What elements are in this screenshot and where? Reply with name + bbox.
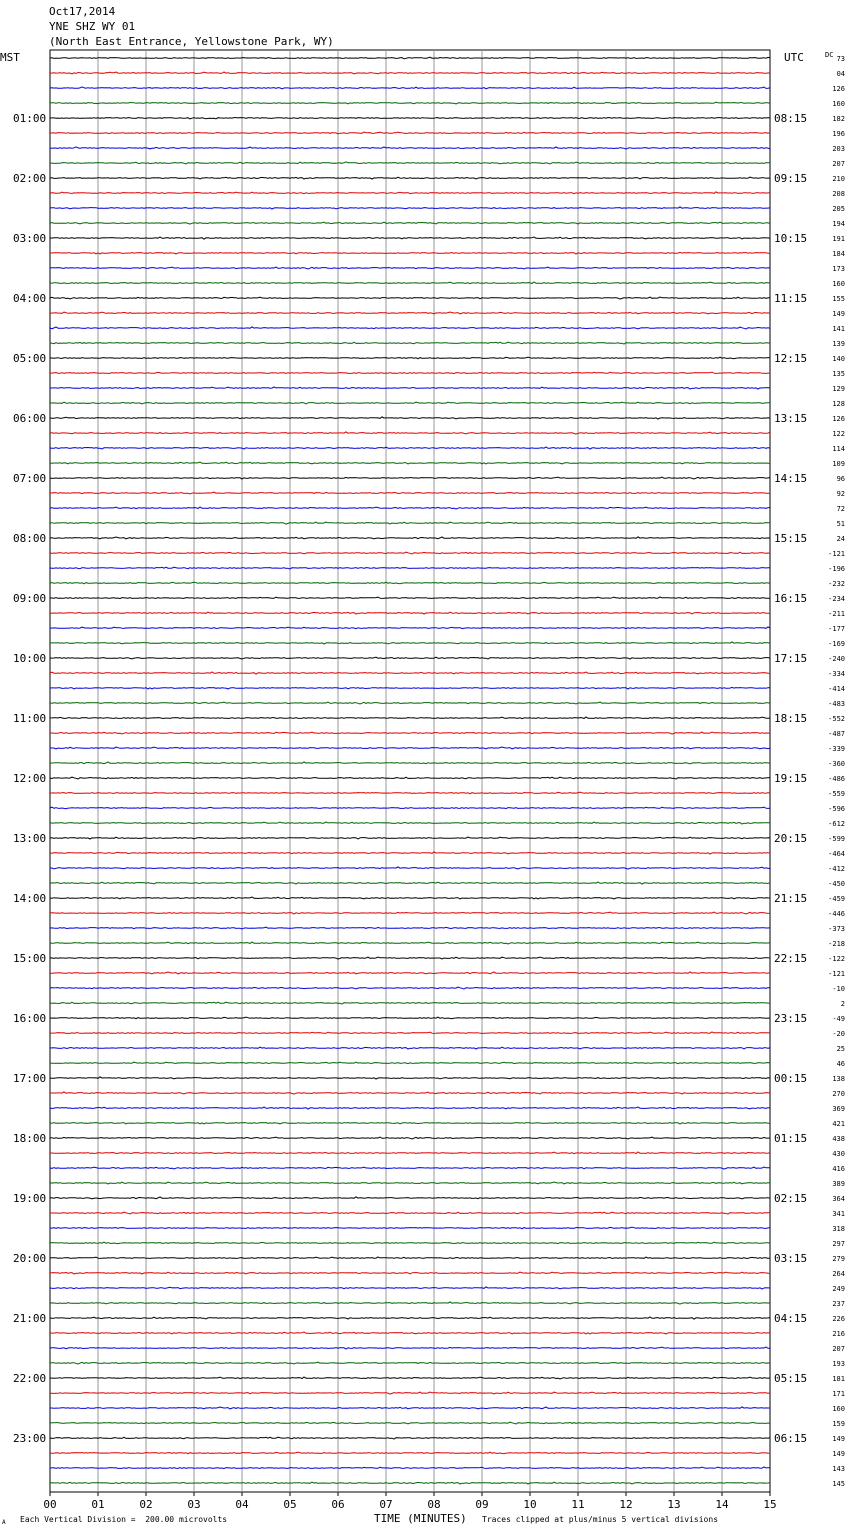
x-tick-label: 14 [715,1498,729,1511]
utc-hour-label: 16:15 [774,592,808,605]
seismic-trace [50,177,770,179]
dc-offset-label: 205 [832,205,845,213]
seismic-trace [50,1257,770,1259]
seismic-trace [50,942,770,944]
mst-hour-label: 19:00 [13,1192,47,1205]
seismic-trace [50,612,770,614]
dc-offset-label: -169 [828,640,845,648]
seismic-trace [50,1002,770,1004]
seismic-trace [50,57,770,59]
dc-offset-label: -552 [828,715,845,723]
utc-hour-label: 05:15 [774,1372,808,1385]
dc-offset-label: 226 [832,1315,845,1323]
chart-station: YNE SHZ WY 01 [49,20,136,33]
seismic-trace [50,672,770,674]
utc-hour-label: 19:15 [774,772,808,785]
seismic-trace [50,1077,770,1079]
dc-offset-label: 318 [832,1225,845,1233]
seismic-trace [50,1482,770,1484]
mst-hour-label: 13:00 [13,832,47,845]
mst-hour-label: 21:00 [13,1312,47,1325]
seismic-trace [50,552,770,554]
dc-offset-label: 237 [832,1300,845,1308]
seismic-trace [50,1167,770,1169]
utc-hour-label: 13:15 [774,412,808,425]
scale-note: Each Vertical Division = 200.00 microvolts [20,1515,228,1524]
seismic-trace [50,372,770,374]
seismic-trace [50,1287,770,1289]
x-tick-label: 15 [763,1498,777,1511]
utc-hour-label: 01:15 [774,1132,808,1145]
dc-offset-label: 173 [832,265,845,273]
seismic-trace [50,1107,770,1109]
dc-offset-label: -559 [828,790,845,798]
seismic-trace [50,252,770,254]
dc-offset-label: 140 [832,355,845,363]
seismic-trace [50,732,770,734]
dc-offset-label: 264 [832,1270,845,1278]
dc-offset-label: 138 [832,1075,845,1083]
seismic-trace [50,957,770,959]
seismic-trace [50,1332,770,1334]
utc-hour-label: 11:15 [774,292,808,305]
mst-hour-label: 10:00 [13,652,47,665]
x-axis-title: TIME (MINUTES) [374,1512,467,1525]
mst-hour-label: 18:00 [13,1132,47,1145]
seismic-trace [50,1212,770,1214]
seismic-trace [50,507,770,509]
seismic-trace [50,1197,770,1199]
dc-offset-label: 96 [836,475,845,483]
dc-offset-label: 208 [832,190,845,198]
utc-hour-label: 08:15 [774,112,808,125]
utc-hour-label: 00:15 [774,1072,808,1085]
dc-offset-label: 160 [832,1405,845,1413]
dc-offset-label: 203 [832,145,845,153]
seismic-trace [50,402,770,404]
dc-offset-label: 46 [836,1060,845,1068]
dc-offset-label: 297 [832,1240,845,1248]
seismic-trace [50,537,770,539]
utc-hour-label: 10:15 [774,232,808,245]
utc-hour-label: 06:15 [774,1432,808,1445]
dc-offset-label: 128 [832,400,845,408]
dc-offset-label: 04 [836,70,845,78]
x-tick-label: 05 [283,1498,297,1511]
seismic-trace [50,597,770,599]
dc-offset-label: 196 [832,130,845,138]
utc-axis-label: UTC [784,51,804,64]
utc-hour-label: 09:15 [774,172,808,185]
seismic-trace [50,1467,770,1469]
seismic-trace [50,417,770,419]
seismic-trace [50,1227,770,1229]
dc-offset-label: -339 [828,745,845,753]
dc-offset-label: -196 [828,565,845,573]
mst-hour-label: 02:00 [13,172,47,185]
dc-offset-label: 109 [832,460,845,468]
dc-offset-label: -211 [828,610,845,618]
seismic-trace [50,762,770,764]
seismic-trace [50,222,770,224]
seismic-trace [50,702,770,704]
seismic-trace [50,87,770,89]
dc-offset-label: -334 [828,670,845,678]
seismic-trace [50,267,770,269]
seismic-trace [50,282,770,284]
dc-offset-label: -486 [828,775,845,783]
seismic-trace [50,687,770,689]
dc-offset-label: 159 [832,1420,845,1428]
seismic-trace [50,1272,770,1274]
seismic-trace [50,447,770,449]
seismic-trace [50,387,770,389]
seismic-trace [50,657,770,659]
x-tick-label: 00 [43,1498,57,1511]
seismic-trace [50,1092,770,1094]
chart-date: Oct17,2014 [49,5,116,18]
dc-offset-label: 210 [832,175,845,183]
dc-offset-label: -612 [828,820,845,828]
dc-offset-label: 149 [832,1435,845,1443]
dc-offset-label: 207 [832,160,845,168]
utc-hour-label: 02:15 [774,1192,808,1205]
seismic-trace [50,1452,770,1454]
seismic-trace [50,852,770,854]
seismic-trace [50,582,770,584]
dc-offset-label: -464 [828,850,845,858]
seismic-trace [50,567,770,569]
dc-offset-label: 249 [832,1285,845,1293]
mst-hour-label: 17:00 [13,1072,47,1085]
seismic-trace [50,1407,770,1409]
seismic-trace [50,717,770,719]
dc-offset-label: 369 [832,1105,845,1113]
x-tick-label: 06 [331,1498,345,1511]
dc-offset-label: -240 [828,655,845,663]
mst-hour-label: 22:00 [13,1372,47,1385]
x-tick-label: 11 [571,1498,585,1511]
utc-hour-label: 12:15 [774,352,808,365]
mst-hour-label: 16:00 [13,1012,47,1025]
seismic-trace [50,1437,770,1439]
seismic-trace [50,1123,770,1124]
dc-offset-label: -218 [828,940,845,948]
dc-offset-label: 184 [832,250,845,258]
seismic-trace [50,822,770,824]
utc-hour-label: 20:15 [774,832,808,845]
dc-label: DC [825,51,834,59]
seismic-trace [50,792,770,794]
seismic-trace [50,162,770,164]
dc-offset-label: 171 [832,1390,845,1398]
seismic-trace [50,987,770,989]
seismic-trace [50,1302,770,1304]
dc-offset-label: 135 [832,370,845,378]
mst-axis-label: MST [0,51,20,64]
dc-offset-label: 193 [832,1360,845,1368]
dc-offset-label: 160 [832,280,845,288]
dc-offset-label: -234 [828,595,845,603]
seismic-trace [50,462,770,464]
x-tick-label: 01 [91,1498,105,1511]
seismic-trace [50,627,770,629]
seismic-trace [50,207,770,209]
dc-offset-label: -10 [832,985,845,993]
seismic-trace [50,327,770,329]
seismic-trace [50,237,770,239]
mst-hour-label: 06:00 [13,412,47,425]
seismic-trace [50,1152,770,1154]
x-tick-label: 12 [619,1498,633,1511]
dc-offset-label: -596 [828,805,845,813]
seismic-trace [50,297,770,299]
seismic-trace [50,522,770,524]
dc-offset-label: -487 [828,730,845,738]
seismic-trace [50,1242,770,1244]
x-tick-label: 03 [187,1498,201,1511]
dc-offset-label: 73 [836,55,845,63]
seismic-trace [50,777,770,779]
dc-offset-label: 430 [832,1150,845,1158]
mst-hour-label: 11:00 [13,712,47,725]
dc-offset-label: -49 [832,1015,845,1023]
dc-offset-label: 129 [832,385,845,393]
seismic-trace [50,912,770,914]
seismic-trace [50,192,770,194]
dc-offset-label: 114 [832,445,845,453]
seismic-trace [50,132,770,134]
dc-offset-label: 389 [832,1180,845,1188]
mst-hour-label: 15:00 [13,952,47,965]
dc-offset-label: 139 [832,340,845,348]
seismic-trace [50,1317,770,1319]
seismic-trace [50,747,770,749]
dc-offset-label: -414 [828,685,845,693]
dc-offset-label: 207 [832,1345,845,1353]
seismic-trace [50,312,770,314]
dc-offset-label: 191 [832,235,845,243]
seismic-trace [50,357,770,359]
dc-offset-label: 181 [832,1375,845,1383]
seismic-trace [50,1182,770,1184]
dc-offset-label: 279 [832,1255,845,1263]
clip-note: Traces clipped at plus/minus 5 vertical divisions [482,1515,719,1524]
mst-hour-label: 14:00 [13,892,47,905]
dc-offset-label: 421 [832,1120,845,1128]
seismic-trace [50,1347,770,1349]
seismic-trace [50,432,770,434]
x-tick-label: 09 [475,1498,489,1511]
mst-hour-label: 07:00 [13,472,47,485]
dc-offset-label: 149 [832,310,845,318]
dc-offset-label: 160 [832,100,845,108]
seismic-trace [50,118,770,119]
dc-offset-label: 126 [832,85,845,93]
mst-hour-label: 05:00 [13,352,47,365]
dc-offset-label: 364 [832,1195,845,1203]
seismic-trace [50,882,770,884]
dc-offset-label: -599 [828,835,845,843]
seismic-trace [50,642,770,644]
seismic-trace [50,1032,770,1034]
seismic-trace [50,492,770,494]
dc-offset-label: 341 [832,1210,845,1218]
dc-offset-label: 155 [832,295,845,303]
seismic-trace [50,477,770,479]
seismic-trace [50,972,770,974]
mst-hour-label: 08:00 [13,532,47,545]
seismic-trace [50,1362,770,1364]
dc-offset-label: 126 [832,415,845,423]
dc-offset-label: -20 [832,1030,845,1038]
dc-offset-label: -459 [828,895,845,903]
dc-offset-label: -122 [828,955,845,963]
seismic-trace [50,1062,770,1064]
mst-hour-label: 09:00 [13,592,47,605]
mst-hour-label: 20:00 [13,1252,47,1265]
seismic-trace [50,1137,770,1139]
plot-frame [50,50,770,1492]
dc-offset-label: 216 [832,1330,845,1338]
seismic-trace [50,1422,770,1424]
x-tick-label: 08 [427,1498,441,1511]
utc-hour-label: 21:15 [774,892,808,905]
x-tick-label: 02 [139,1498,153,1511]
utc-hour-label: 04:15 [774,1312,808,1325]
dc-offset-label: 92 [836,490,845,498]
utc-hour-label: 18:15 [774,712,808,725]
dc-offset-label: 194 [832,220,845,228]
seismic-trace [50,807,770,809]
seismic-trace [50,1392,770,1394]
utc-hour-label: 17:15 [774,652,808,665]
dc-offset-label: -373 [828,925,845,933]
x-tick-label: 10 [523,1498,537,1511]
dc-offset-label: -483 [828,700,845,708]
seismic-trace [50,1047,770,1049]
mst-hour-label: 12:00 [13,772,47,785]
mst-hour-label: 03:00 [13,232,47,245]
utc-hour-label: 22:15 [774,952,808,965]
dc-offset-label: -446 [828,910,845,918]
dc-offset-label: 25 [836,1045,845,1053]
seismic-trace [50,72,770,74]
dc-offset-label: 141 [832,325,845,333]
seismic-trace [50,927,770,929]
utc-hour-label: 23:15 [774,1012,808,1025]
seismic-trace [50,1377,770,1379]
dc-offset-label: -412 [828,865,845,873]
dc-offset-label: 122 [832,430,845,438]
x-tick-label: 07 [379,1498,393,1511]
mst-hour-label: 01:00 [13,112,47,125]
seismic-trace [50,837,770,839]
dc-offset-label: 51 [836,520,845,528]
x-tick-label: 04 [235,1498,249,1511]
utc-hour-label: 03:15 [774,1252,808,1265]
dc-offset-label: 143 [832,1465,845,1473]
dc-offset-label: 416 [832,1165,845,1173]
x-tick-label: 13 [667,1498,681,1511]
dc-offset-label: -121 [828,970,845,978]
seismic-trace [50,897,770,899]
mst-hour-label: 04:00 [13,292,47,305]
dc-offset-label: 182 [832,115,845,123]
chart-location: (North East Entrance, Yellowstone Park, WY) [49,35,334,48]
dc-offset-label: -450 [828,880,845,888]
seismic-trace [50,102,770,104]
seismic-trace [50,1017,770,1019]
dc-offset-label: -177 [828,625,845,633]
dc-offset-label: -232 [828,580,845,588]
mst-hour-label: 23:00 [13,1432,47,1445]
dc-offset-label: 149 [832,1450,845,1458]
seismic-trace [50,147,770,149]
utc-hour-label: 15:15 [774,532,808,545]
utc-hour-label: 14:15 [774,472,808,485]
dc-offset-label: 2 [840,1000,845,1008]
dc-offset-label: 24 [836,535,845,543]
seismic-trace [50,867,770,869]
dc-offset-label: -121 [828,550,845,558]
dc-offset-label: 270 [832,1090,845,1098]
dc-offset-label: -360 [828,760,845,768]
dc-offset-label: 438 [832,1135,845,1143]
seismic-trace [50,342,770,344]
dc-offset-label: 145 [832,1480,845,1488]
corner-mark: A [2,1519,6,1526]
dc-offset-label: 72 [836,505,845,513]
